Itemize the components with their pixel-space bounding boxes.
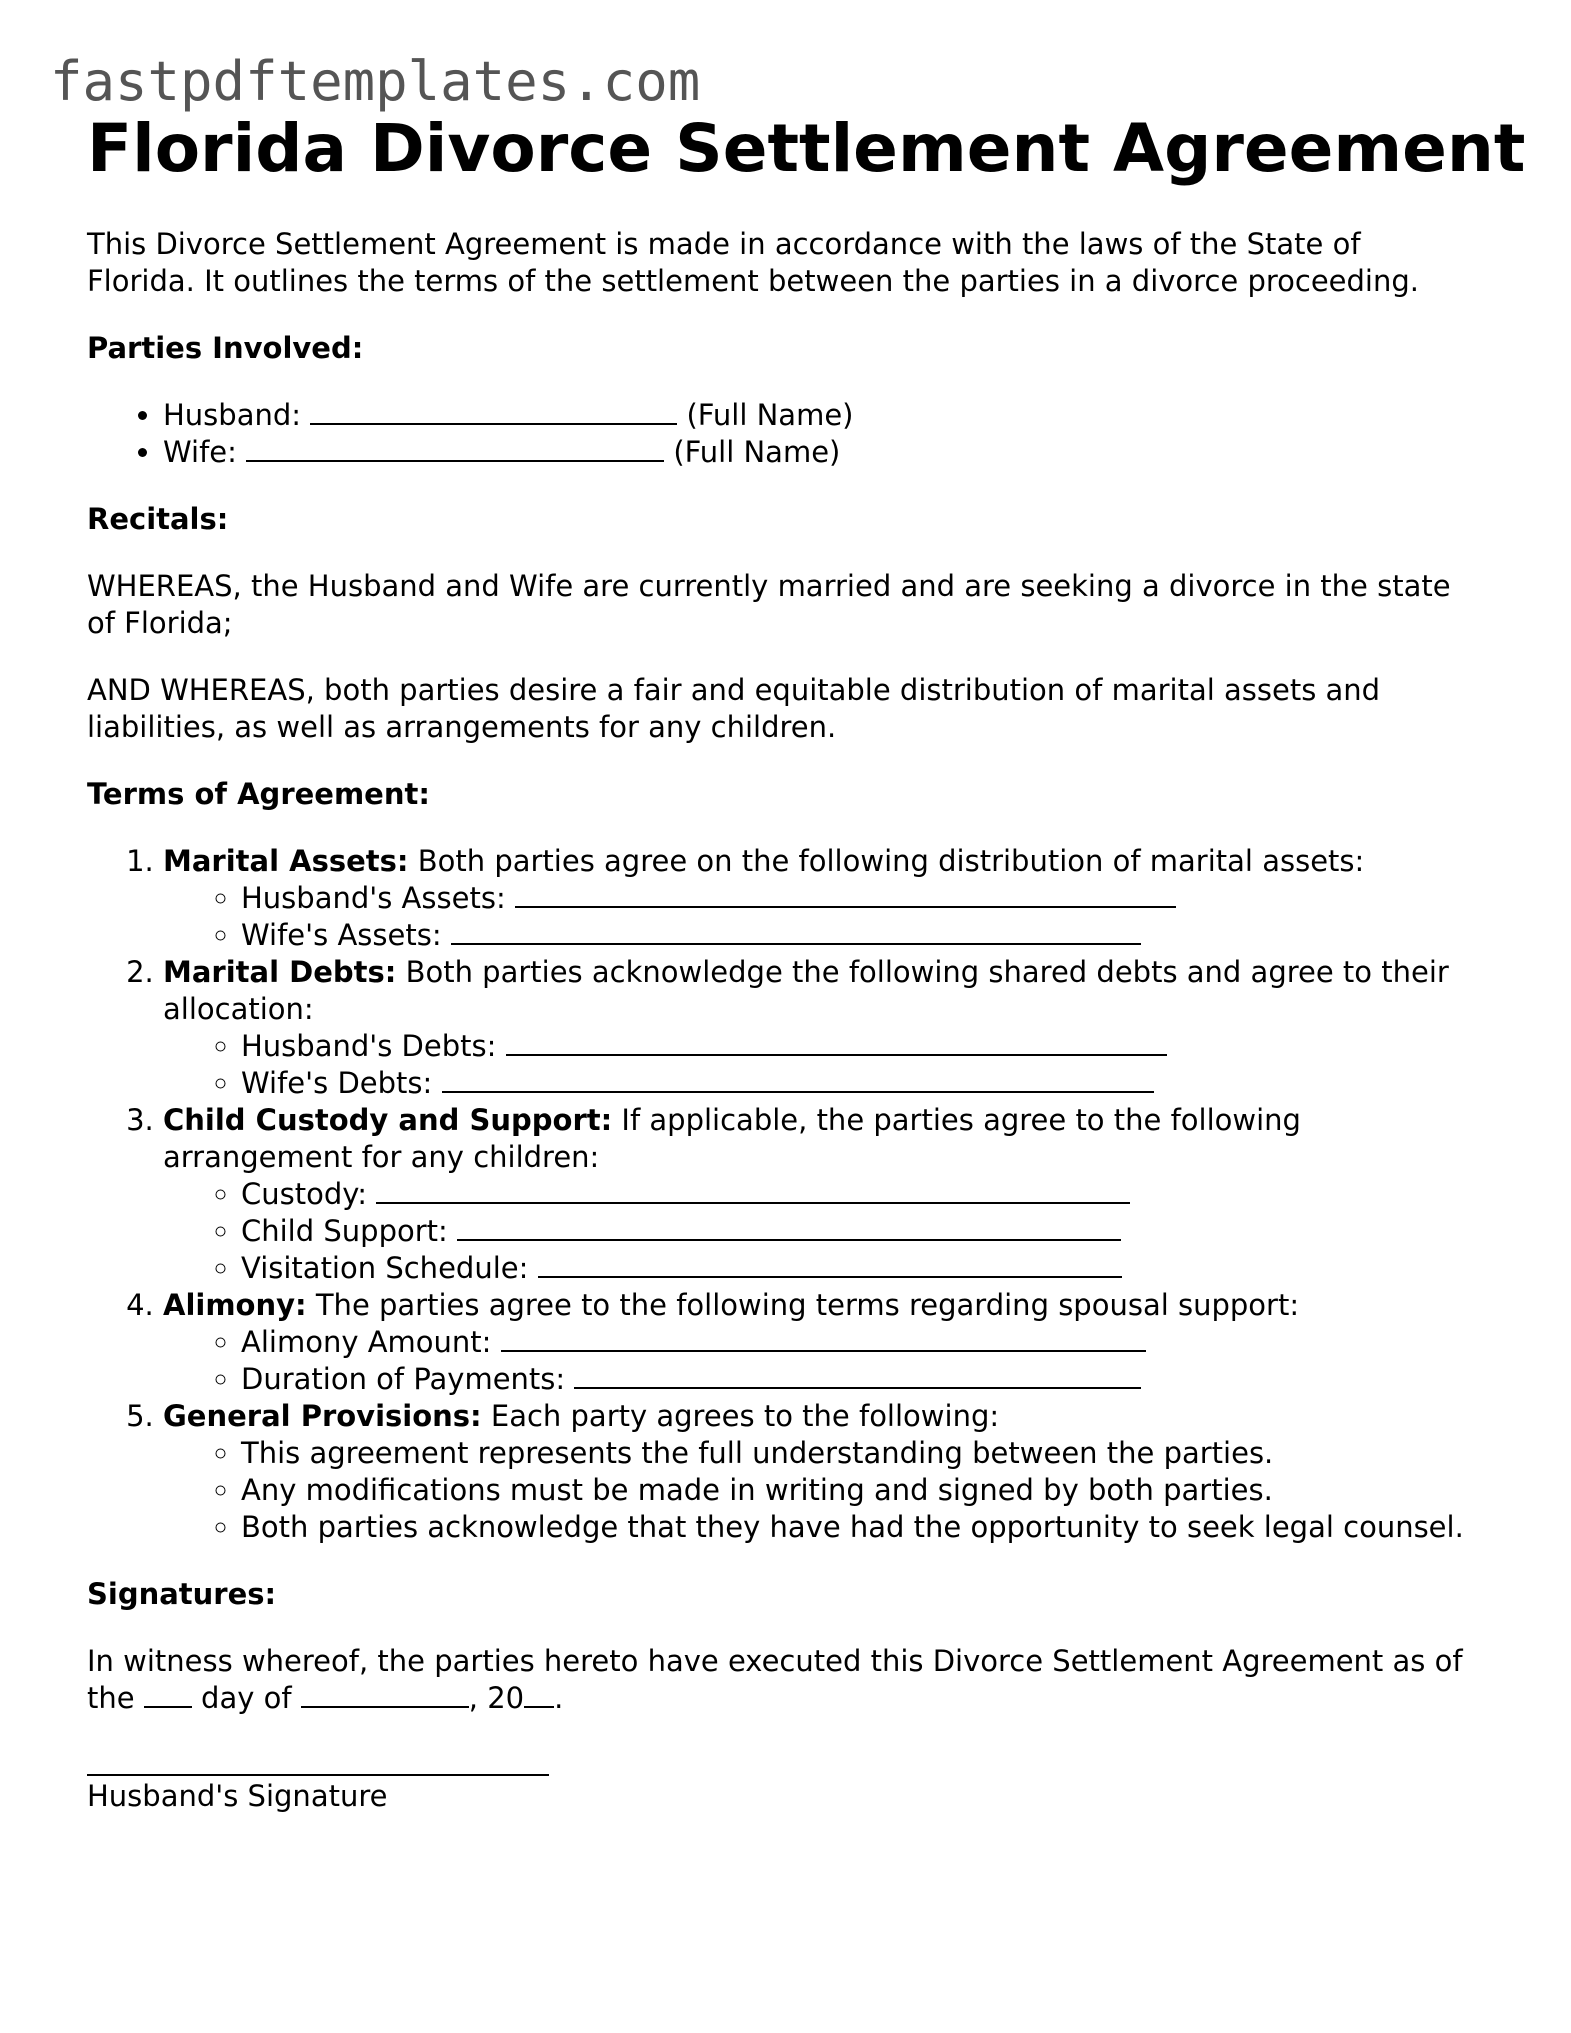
term-sublist xyxy=(163,1435,1487,1546)
recital-paragraph: AND WHEREAS, both parties desire a fair and equitable distribution of marital assets and liabilities, as well as arrangements for any children. xyxy=(87,673,1381,744)
husband-suffix: (Full Name) xyxy=(686,398,854,432)
list-item xyxy=(241,880,1487,917)
list-item xyxy=(241,1361,1487,1398)
page-title: Florida Divorce Settlement Agreement xyxy=(87,110,1526,187)
field-label: Husband's Debts: xyxy=(241,1029,497,1063)
list-item xyxy=(241,1028,1487,1065)
terms-heading: Terms of Agreement: xyxy=(87,777,430,811)
recital-paragraph: WHEREAS, the Husband and Wife are currently married and are seeking a divorce in the state of Florida; xyxy=(87,569,1451,640)
intro-paragraph: This Divorce Settlement Agreement is made in accordance with the laws of the State of Florida. It outlines the terms of the settlement between the parties in a divorce proceeding. xyxy=(87,227,1419,298)
list-item: ◦ Any modifications must be made in writing and signed by both parties. xyxy=(241,1472,1487,1509)
term-title: Alimony: xyxy=(163,1288,307,1322)
term-sublist xyxy=(163,880,1487,954)
parties-list xyxy=(87,397,1487,471)
recitals-heading: Recitals: xyxy=(87,502,229,536)
witness-text: . xyxy=(554,1681,564,1715)
term-title: Child Custody and Support: xyxy=(163,1103,613,1137)
terms-list xyxy=(87,843,1487,1546)
husband-assets-field[interactable] xyxy=(515,880,1176,908)
wife-debts-field[interactable] xyxy=(442,1065,1154,1093)
list-item: ◦ This agreement represents the full understanding between the parties. xyxy=(241,1435,1487,1472)
field-label: Wife's Assets: xyxy=(241,918,442,952)
list-item xyxy=(241,917,1487,954)
term-title: Marital Debts: xyxy=(163,955,397,989)
husband-debts-field[interactable] xyxy=(506,1028,1167,1056)
field-label: Visitation Schedule: xyxy=(241,1251,529,1285)
term-sublist xyxy=(163,1324,1487,1398)
child-support-field[interactable] xyxy=(457,1213,1121,1241)
field-label: Child Support: xyxy=(241,1214,448,1248)
list-item xyxy=(163,434,1487,471)
field-label: Custody: xyxy=(241,1177,368,1211)
signatures-heading: Signatures: xyxy=(87,1577,277,1611)
term-general-provisions xyxy=(163,1398,1487,1546)
term-marital-debts xyxy=(163,954,1487,1102)
husband-label: Husband: xyxy=(163,398,302,432)
duration-of-payments-field[interactable] xyxy=(574,1361,1141,1389)
husband-signature-line[interactable] xyxy=(87,1774,549,1776)
witness-text: In witness whereof, the parties hereto have executed this Divorce Settlement Agreement as of the xyxy=(87,1644,1463,1715)
watermark: fastpdftemplates.com xyxy=(50,50,701,113)
term-title: Marital Assets: xyxy=(163,844,409,878)
term-title: General Provisions: xyxy=(163,1399,482,1433)
visitation-schedule-field[interactable] xyxy=(538,1250,1122,1278)
term-alimony xyxy=(163,1287,1487,1398)
field-label: Duration of Payments: xyxy=(241,1362,566,1396)
list-item xyxy=(241,1324,1487,1361)
field-label: Alimony Amount: xyxy=(241,1325,492,1359)
term-text: Both parties acknowledge the following shared debts and agree to their allocation: xyxy=(163,955,1449,1026)
witness-text: , 20 xyxy=(468,1681,525,1715)
day-field[interactable] xyxy=(144,1680,192,1708)
term-sublist xyxy=(163,1028,1487,1102)
term-marital-assets xyxy=(163,843,1487,954)
list-item xyxy=(241,1065,1487,1102)
husband-signature-label: Husband's Signature xyxy=(87,1779,388,1813)
field-label: Husband's Assets: xyxy=(241,881,506,915)
list-item xyxy=(241,1213,1487,1250)
witness-paragraph xyxy=(87,1643,1487,1717)
term-text: Each party agrees to the following: xyxy=(490,1399,1000,1433)
witness-text: day of xyxy=(201,1681,292,1715)
wife-label: Wife: xyxy=(163,435,237,469)
field-label: Wife's Debts: xyxy=(241,1066,433,1100)
husband-name-field[interactable] xyxy=(310,397,677,425)
list-item xyxy=(241,1250,1487,1287)
wife-assets-field[interactable] xyxy=(451,917,1141,945)
alimony-amount-field[interactable] xyxy=(501,1324,1146,1352)
parties-heading: Parties Involved: xyxy=(87,331,364,365)
list-item: ◦ Both parties acknowledge that they have had the opportunity to seek legal counsel. xyxy=(241,1509,1487,1546)
list-item xyxy=(241,1176,1487,1213)
wife-name-field[interactable] xyxy=(246,434,664,462)
term-text: The parties agree to the following terms regarding spousal support: xyxy=(315,1288,1300,1322)
term-text: If applicable, the parties agree to the following arrangement for any children: xyxy=(163,1103,1301,1174)
document-page xyxy=(87,108,1526,1815)
wife-suffix: (Full Name) xyxy=(673,435,841,469)
list-item xyxy=(163,397,1487,434)
term-sublist xyxy=(163,1176,1487,1287)
month-field[interactable] xyxy=(301,1680,469,1708)
term-text: Both parties agree on the following distribution of marital assets: xyxy=(417,844,1365,878)
term-child-custody xyxy=(163,1102,1487,1287)
custody-field[interactable] xyxy=(376,1176,1130,1204)
year-field[interactable] xyxy=(524,1680,554,1708)
